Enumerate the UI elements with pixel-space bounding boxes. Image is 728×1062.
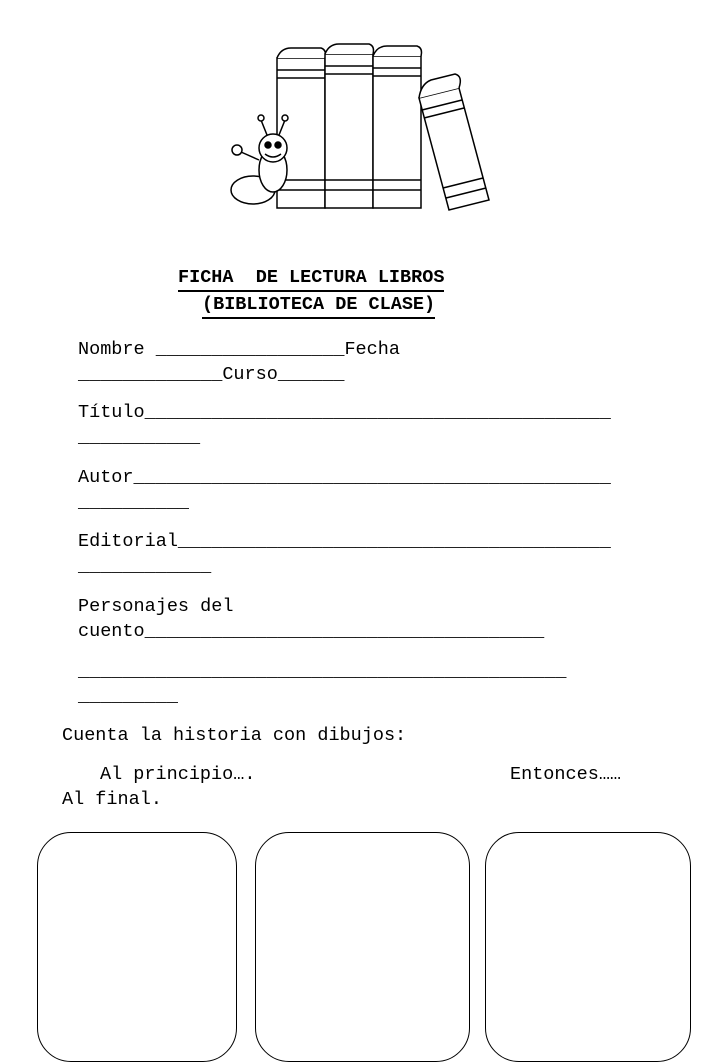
autor-field-line: Autor___________________________________________ xyxy=(78,467,611,488)
page-title: FICHA DE LECTURA LIBROS xyxy=(178,266,444,292)
drawing-box-beginning xyxy=(37,832,237,1062)
drawing-box-middle xyxy=(255,832,470,1062)
fecha-curso-line: _____________Curso______ xyxy=(78,364,345,385)
story-col2-label: Entonces…… xyxy=(510,764,622,785)
editorial-continuation: ____________ xyxy=(78,556,212,577)
page-subtitle: (BIBLIOTECA DE CLASE) xyxy=(202,293,435,319)
books-illustration xyxy=(215,40,505,215)
story-prompt: Cuenta la historia con dibujos: xyxy=(62,725,407,746)
story-col3-label: Al final. xyxy=(62,789,162,810)
drawing-box-end xyxy=(485,832,691,1062)
titulo-field-line: Título__________________________________________ xyxy=(78,402,611,423)
personajes-label: Personajes del xyxy=(78,596,234,617)
editorial-field-line: Editorial_______________________________________ xyxy=(78,531,611,552)
autor-continuation: __________ xyxy=(78,492,190,513)
titulo-continuation: ___________ xyxy=(78,427,201,448)
story-col1-label: Al principio…. xyxy=(100,764,256,785)
extra-field-line: ____________________________________________ xyxy=(78,661,567,682)
nombre-field-line: Nombre _________________Fecha xyxy=(78,339,400,360)
extra-continuation: _________ xyxy=(78,686,178,707)
personajes-field-line: cuento____________________________________ xyxy=(78,621,545,642)
drawing-boxes xyxy=(0,832,728,1030)
